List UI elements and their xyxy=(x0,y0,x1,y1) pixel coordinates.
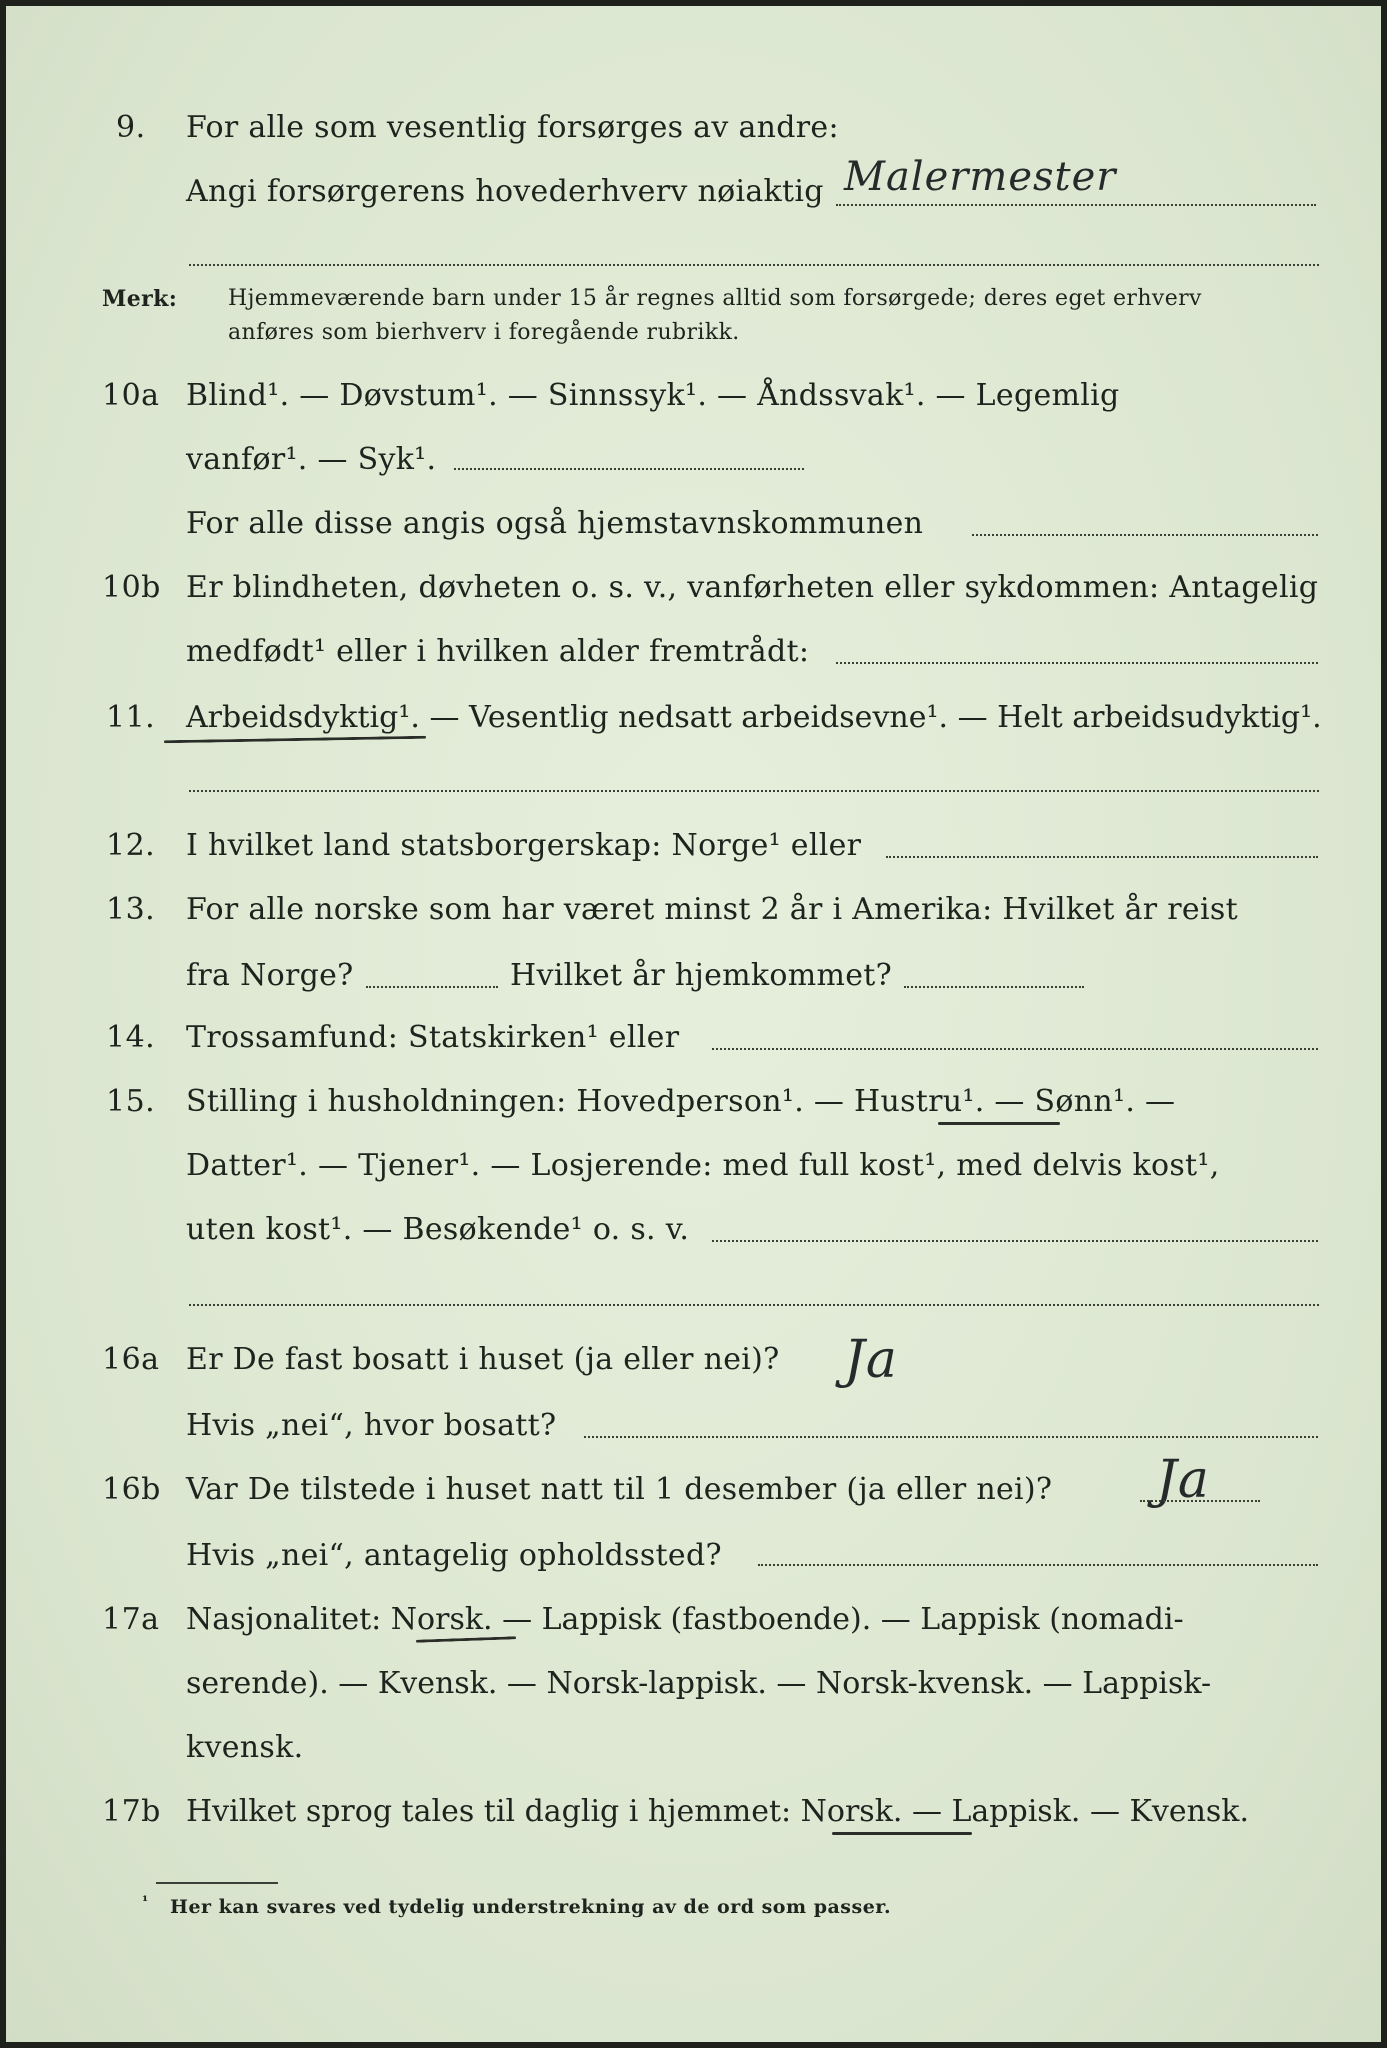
q15-line2: Datter¹. — Tjener¹. — Losjerende: med full kost¹, med delvis kost¹, xyxy=(186,1148,1220,1183)
q11-line1: Arbeidsdyktig¹. — Vesentlig nedsatt arbeidsevne¹. — Helt arbeidsudyktig¹. xyxy=(186,700,1322,735)
item-number-10b: 10b xyxy=(102,570,161,605)
footnote-separator xyxy=(156,1882,278,1884)
q16a-line1: Er De fast bosatt i huset (ja eller nei)? xyxy=(186,1342,780,1377)
q10b-answer-line xyxy=(836,662,1318,664)
q11-handwritten-underline xyxy=(164,736,426,744)
q15-extra-line xyxy=(189,1304,1319,1306)
q12-line1: I hvilket land statsborgerskap: Norge¹ eller xyxy=(186,828,862,863)
q9-line2: Angi forsørgerens hovederhverv nøiaktig xyxy=(186,174,824,209)
item-number-17b: 17b xyxy=(102,1794,161,1829)
q10b-line1: Er blindheten, døvheten o. s. v., vanførheten eller sykdommen: Antagelig xyxy=(186,570,1319,605)
q16b-line2: Hvis „nei“, antagelig opholdssted? xyxy=(186,1538,722,1573)
q16a-answer-line xyxy=(584,1436,1318,1438)
q16b-place-line xyxy=(758,1564,1318,1566)
q10a-line2: vanfør¹. — Syk¹. xyxy=(186,442,437,477)
item-number-11: 11. xyxy=(106,700,156,735)
q15-hustru-underline xyxy=(938,1122,1060,1125)
merk-label: Merk: xyxy=(102,286,178,312)
q9-handwritten-answer: Malermester xyxy=(844,154,1117,200)
q10b-line2: medfødt¹ eller i hvilken alder fremtrådt: xyxy=(186,634,810,669)
q13-reist-line xyxy=(366,986,498,988)
q17b-line1: Hvilket sprog tales til daglig i hjemmet: Norsk. — Lappisk. — Kvensk. xyxy=(186,1794,1250,1829)
q13-hjem-line xyxy=(904,986,1084,988)
item-number-16a: 16a xyxy=(102,1342,160,1377)
item-number-10a: 10a xyxy=(102,378,160,413)
item-number-17a: 17a xyxy=(102,1602,160,1637)
q14-answer-line xyxy=(712,1048,1318,1050)
q10a-answer-line xyxy=(972,534,1318,536)
item-number-15: 15. xyxy=(106,1084,156,1119)
q10a-line3: For alle disse angis også hjemstavnskommunen xyxy=(186,506,924,541)
q16b-answer-line xyxy=(1140,1500,1260,1502)
q14-line1: Trossamfund: Statskirken¹ eller xyxy=(186,1020,680,1055)
q13-line1: For alle norske som har været minst 2 år i Amerika: Hvilket år reist xyxy=(186,892,1238,927)
item-number-12: 12. xyxy=(106,828,156,863)
q10a-line1: Blind¹. — Døvstum¹. — Sinnssyk¹. — Åndssvak¹. — Legemlig xyxy=(186,378,1120,413)
q10a-syk-line xyxy=(454,468,804,470)
item-number-13: 13. xyxy=(106,892,156,927)
q15-line3: uten kost¹. — Besøkende¹ o. s. v. xyxy=(186,1212,690,1247)
q15-line1: Stilling i husholdningen: Hovedperson¹. — Hustru¹. — Sønn¹. — xyxy=(186,1084,1176,1119)
q13-line2a: fra Norge? xyxy=(186,958,354,993)
q9-line1: For alle som vesentlig forsørges av andre: xyxy=(186,110,839,145)
q17a-line2: serende). — Kvensk. — Norsk-lappisk. — Norsk-kvensk. — Lappisk- xyxy=(186,1666,1212,1701)
q17a-line1: Nasjonalitet: Norsk. — Lappisk (fastboende). — Lappisk (nomadi- xyxy=(186,1602,1184,1637)
item-number-16b: 16b xyxy=(102,1472,161,1507)
footnote-mark: ¹ xyxy=(142,1894,149,1910)
census-form-page xyxy=(6,6,1381,2042)
q17a-line3: kvensk. xyxy=(186,1730,304,1765)
q9-answer-line xyxy=(836,204,1316,206)
footnote-text: Her kan svares ved tydelig understrekning av de ord som passer. xyxy=(170,1896,892,1918)
merk-line2: anføres som bierhverv i foregående rubrikk. xyxy=(228,320,740,345)
q16b-handwritten-answer: Ja xyxy=(1156,1450,1210,1510)
q11-extra-line xyxy=(189,790,1319,792)
q17a-norsk-underline xyxy=(416,1636,516,1642)
q9-extra-line xyxy=(189,264,1319,266)
q12-answer-line xyxy=(886,856,1318,858)
q16a-line2: Hvis „nei“, hvor bosatt? xyxy=(186,1408,557,1443)
q17b-norsk-underline xyxy=(832,1832,972,1835)
q13-line2b: Hvilket år hjemkommet? xyxy=(510,958,893,993)
item-number-9: 9. xyxy=(116,110,146,145)
item-number-14: 14. xyxy=(106,1020,156,1055)
q16b-line1: Var De tilstede i huset natt til 1 desember (ja eller nei)? xyxy=(186,1472,1053,1507)
q16a-handwritten-answer: Ja xyxy=(844,1330,898,1390)
q15-answer-line xyxy=(712,1240,1318,1242)
merk-line1: Hjemmeværende barn under 15 år regnes alltid som forsørgede; deres eget erhverv xyxy=(228,286,1202,311)
